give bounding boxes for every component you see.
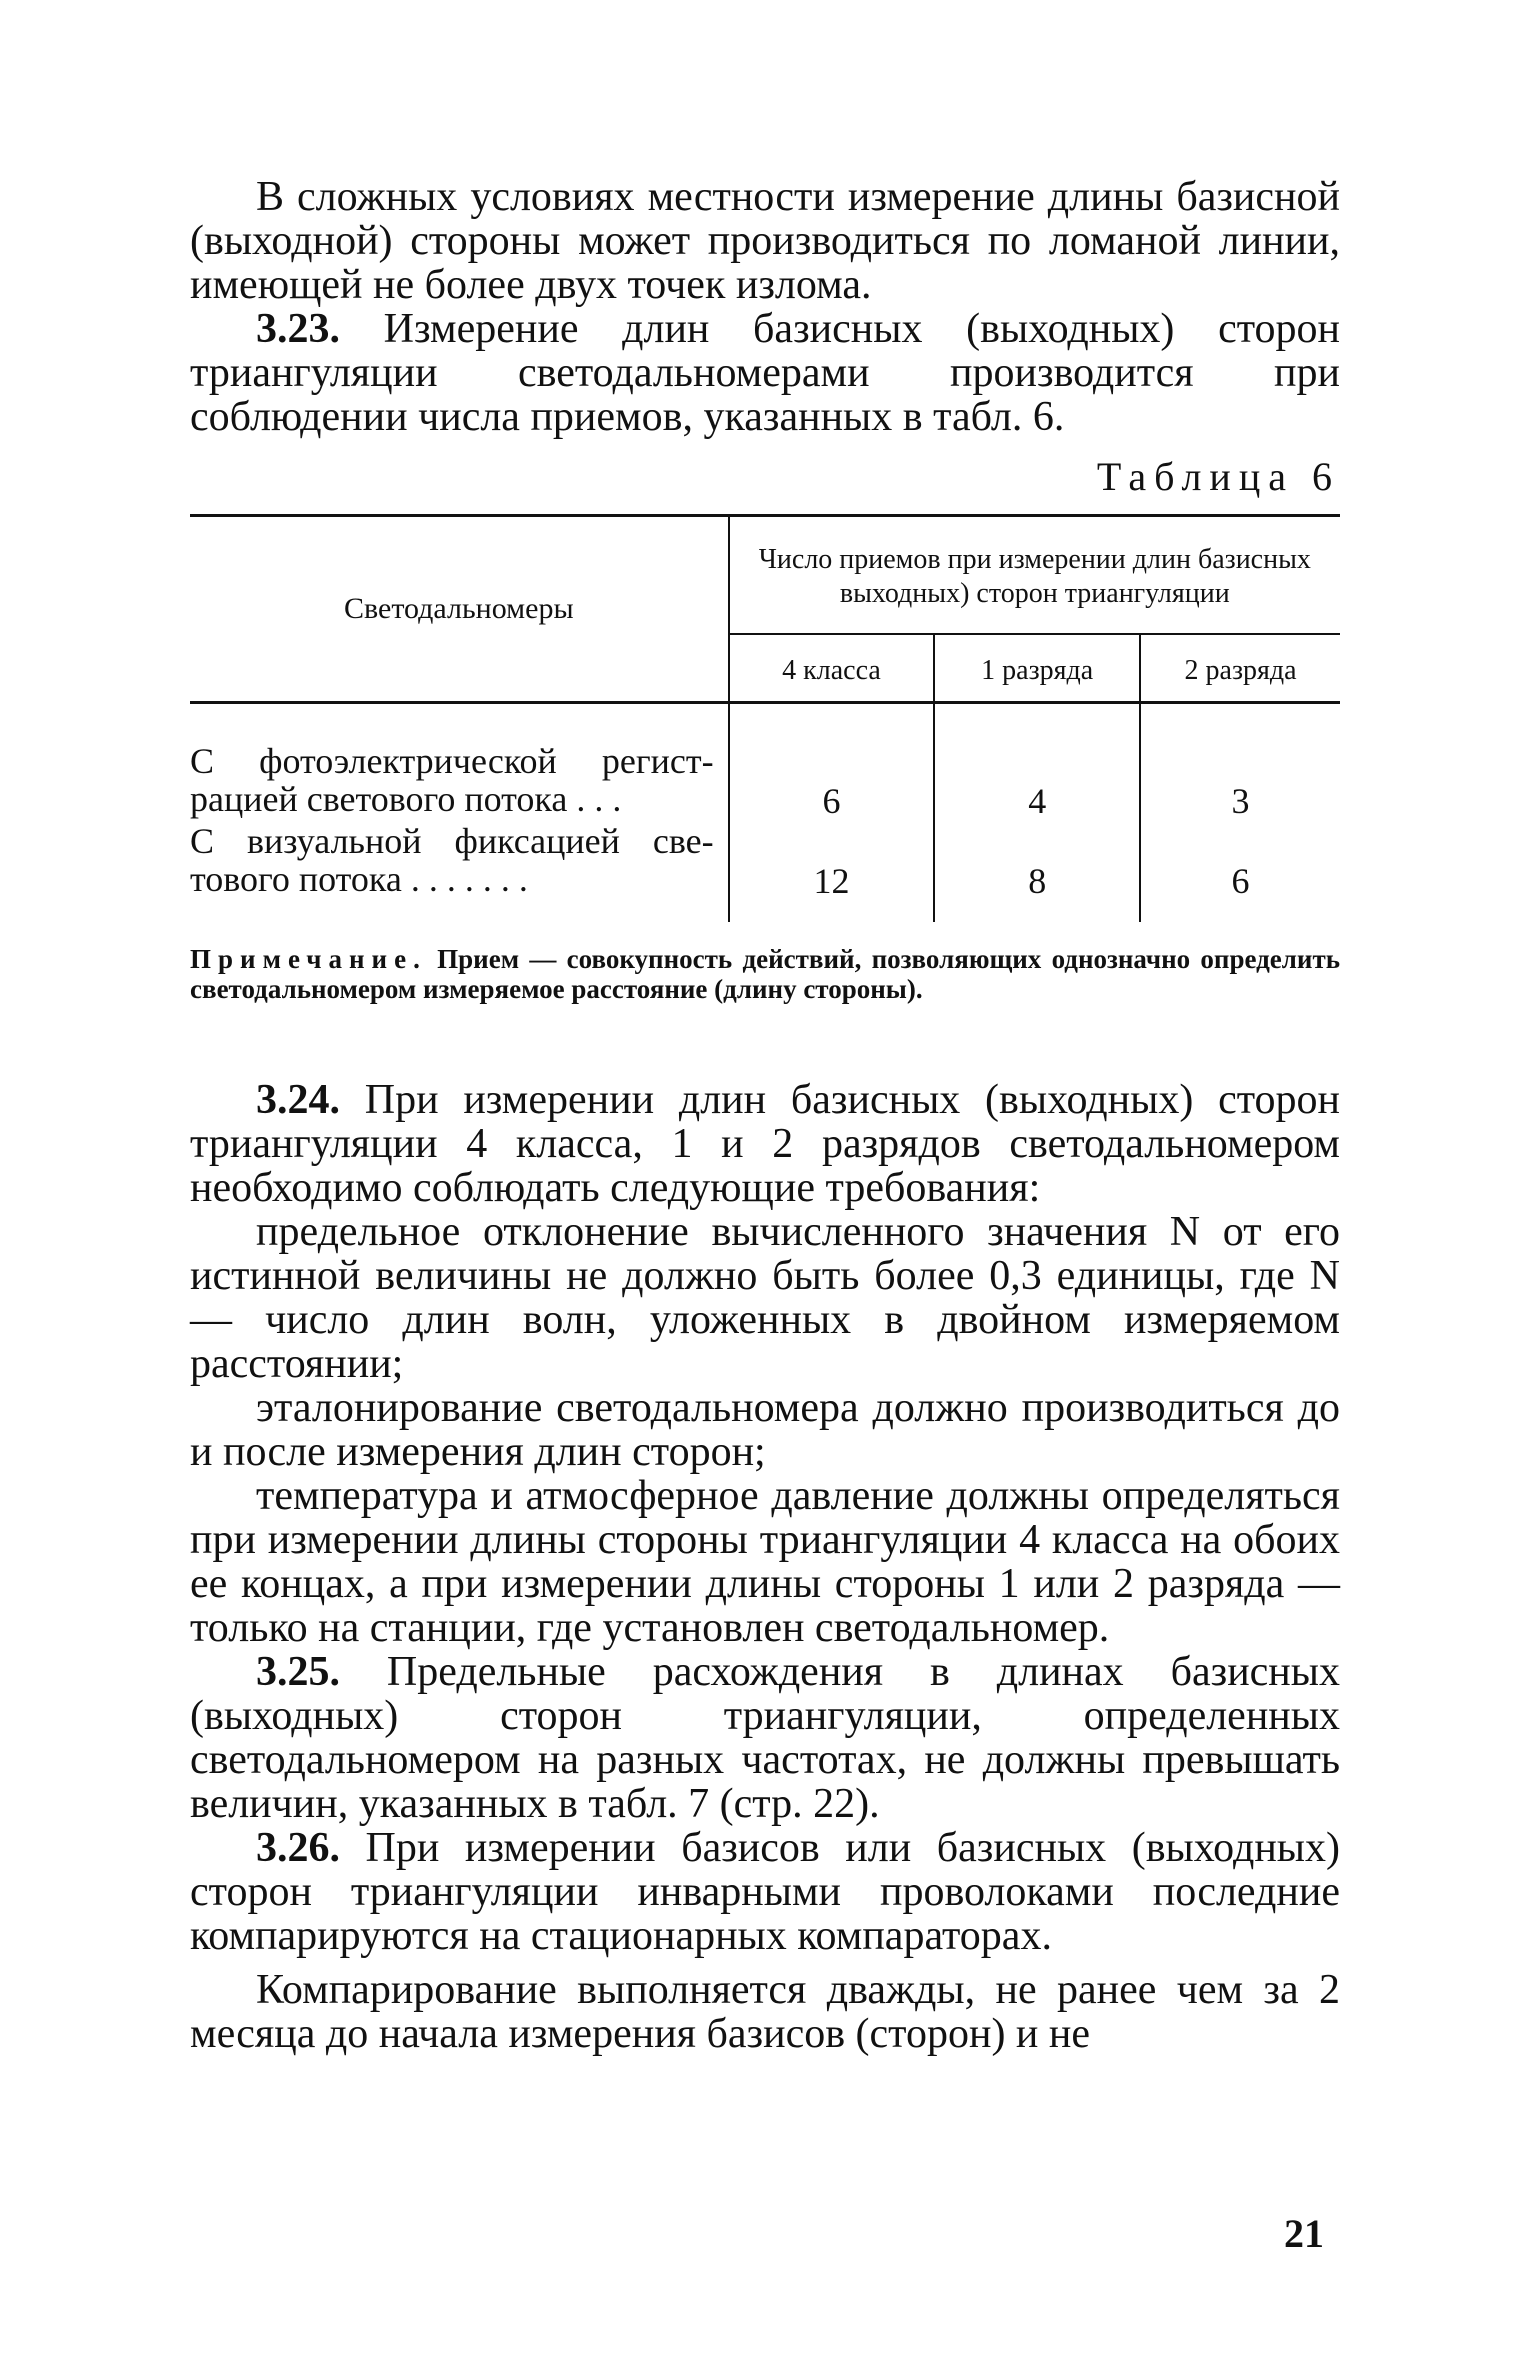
table-6 xyxy=(190,514,1340,922)
spacer xyxy=(190,1004,1340,1078)
paragraph-3-23 xyxy=(190,307,1340,439)
clause-number: 3.23. xyxy=(256,306,340,352)
table-note xyxy=(190,944,1340,1004)
requirement-3: температура и атмосферное давление должны определяться при измерении длины стороны триангуляции 4 класса на обоих ее концах, а при измерении длины стороны 1 или 2 разряда — только на станции, где установлен светодальномер. xyxy=(190,1473,1340,1651)
paragraph-3-25 xyxy=(190,1650,1340,1826)
document-page xyxy=(190,175,1340,2056)
table-row-label: С визуальной фиксацией све- тового потока . . . . . . . xyxy=(190,822,729,922)
table-cell: 12 xyxy=(813,861,850,901)
note-text: Прием — совокупность действий, позволяющих однозначно определить светодальномером измеряемое расстояние (длину стороны). xyxy=(190,944,1340,1004)
clause-number: 3.25. xyxy=(256,1649,340,1695)
paragraph-last: Компарирование выполняется дважды, не ранее чем за 2 месяца до начала измерения базисов (сторон) и не xyxy=(190,1967,1340,2057)
table-header-class-4: 4 класса xyxy=(729,634,935,703)
paragraph-text: Измерение длин базисных (выходных) сторон триангуляции светодальномерами производится при соблюдении числа приемов, указанных в табл. 6. xyxy=(190,306,1340,440)
requirement-1: предельное отклонение вычисленного значения N от его истинной величины не должно быть более 0,3 единицы, где N — число длин волн, уложенных в двойном измеряемом расстоянии; xyxy=(190,1209,1340,1387)
paragraph-text: Предельные расхождения в длинах базисных (выходных) сторон триангуляции, определенных светодальномером на разных частотах, не должны превышать величин, указанных в табл. 7 (стр. 22). xyxy=(190,1649,1341,1827)
table-cell: 6 xyxy=(822,781,841,821)
clause-number: 3.24. xyxy=(256,1077,340,1123)
table-cell: 3 xyxy=(1140,703,1340,823)
paragraph-text: При измерении базисов или базисных (выходных) сторон триангуляции инварными проволоками последние компарируются на стационарных компараторах. xyxy=(190,1825,1340,1959)
table-caption: Таблица 6 xyxy=(1096,454,1340,499)
table-cell: 8 xyxy=(934,822,1140,922)
table-row xyxy=(190,703,1340,823)
requirement-2: эталонирование светодальномера должно производиться до и после измерения длин сторон; xyxy=(190,1385,1340,1475)
clause-number: 3.26. xyxy=(256,1825,340,1871)
table-header-devices: Светодальномеры xyxy=(190,516,729,703)
table-row-label: С фотоэлектрической регист- рацией светового потока . . . xyxy=(190,703,729,823)
table-cell: 6 xyxy=(1140,822,1340,922)
note-label: Примечание. xyxy=(190,944,427,974)
table-row xyxy=(190,822,1340,922)
paragraph-intro: В сложных условиях местности измерение длины базисной (выходной) стороны может производиться по ломаной линии, имеющей не более двух точек излома. xyxy=(190,174,1340,308)
paragraph-3-24 xyxy=(190,1078,1340,1210)
page-number: 21 xyxy=(1284,2211,1324,2256)
paragraph-3-26 xyxy=(190,1826,1340,1958)
table-cell: 4 xyxy=(934,703,1140,823)
table-header-rank-2: 2 разряда xyxy=(1140,634,1340,703)
table-header-rank-1: 1 разряда xyxy=(934,634,1140,703)
table-header-span: Число приемов при измерении длин базисных выходных) сторон триангуляции xyxy=(729,516,1340,635)
paragraph-text: При измерении длин базисных (выходных) сторон триангуляции 4 класса, 1 и 2 разрядов светодальномером необходимо соблюдать следующие требования: xyxy=(190,1077,1341,1211)
